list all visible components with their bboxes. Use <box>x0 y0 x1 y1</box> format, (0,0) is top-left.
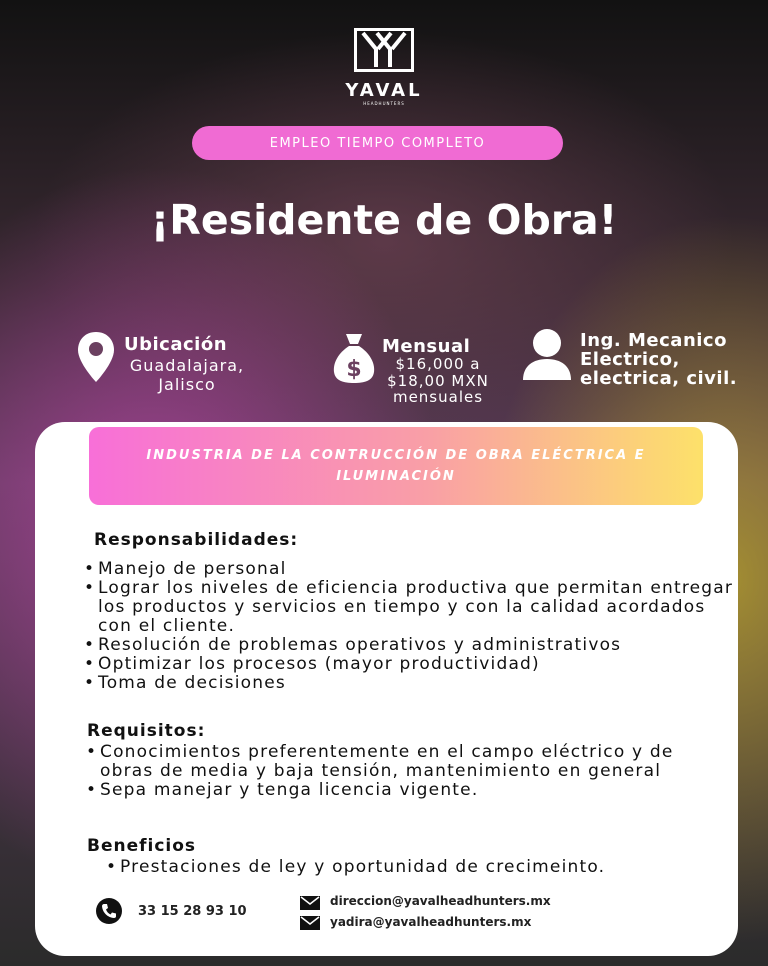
profile-line-1: Ing. Mecanico <box>580 330 727 351</box>
brand-logo <box>354 28 414 72</box>
brand-name: YAVAL <box>345 80 423 101</box>
location-state: Jalisco <box>158 375 216 394</box>
list-item: • Toma de decisiones <box>84 674 734 693</box>
email-link-1[interactable]: direccion@yavalheadhunters.mx <box>330 894 551 908</box>
email-link-2[interactable]: yadira@yavalheadhunters.mx <box>330 915 532 929</box>
location-city: Guadalajara, <box>129 356 245 375</box>
list-item: • Lograr los niveles de eficiencia productiva que permitan entregar los productos y servicios en tiempo y con la calidad acordados con el cliente. <box>84 579 734 636</box>
responsibilities-title: Responsabilidades: <box>94 530 299 550</box>
list-item: • Sepa manejar y tenga licencia vigente. <box>86 781 696 800</box>
industry-text: INDUSTRIA DE LA CONTRUCCIÓN DE OBRA ELÉCTRICA E ILUMINACIÓN <box>146 448 646 484</box>
location-pin-icon <box>77 331 115 383</box>
benefits-title: Beneficios <box>87 836 197 856</box>
brand-tagline: HEADHUNTERS <box>363 101 405 106</box>
list-item: • Optimizar los procesos (mayor productividad) <box>84 655 734 674</box>
requirements-list <box>86 743 696 800</box>
money-bag-icon <box>331 330 377 384</box>
job-type-badge: EMPLEO TIEMPO COMPLETO <box>192 126 563 160</box>
email-icon <box>300 915 320 929</box>
salary-from: $16,000 a <box>395 355 481 373</box>
phone-number[interactable]: 33 15 28 93 10 <box>138 904 247 919</box>
profile-line-3: electrica, civil. <box>580 368 738 389</box>
page-title: ¡Residente de Obra! <box>150 196 618 244</box>
email-icon <box>300 895 320 909</box>
salary-to: $18,00 MXN <box>387 372 489 390</box>
profile-line-2: Electrico, <box>580 349 680 370</box>
user-icon <box>521 328 573 382</box>
industry-banner <box>89 427 703 505</box>
responsibilities-list <box>84 560 734 693</box>
requirements-title: Requisitos: <box>87 721 206 741</box>
svg-text:$: $ <box>346 357 362 382</box>
logo-mark-icon <box>357 31 411 69</box>
list-item: • Conocimientos preferentemente en el campo eléctrico y de obras de media y baja tensión, mantenimiento en general <box>86 743 696 781</box>
phone-icon <box>95 897 123 925</box>
salary-period: mensuales <box>392 388 484 406</box>
list-item: • Manejo de personal <box>84 560 734 579</box>
list-item: • Resolución de problemas operativos y administrativos <box>84 636 734 655</box>
location-title: Ubicación <box>124 334 228 355</box>
list-item: • Prestaciones de ley y oportunidad de crecimeinto. <box>106 858 706 877</box>
salary-title: Mensual <box>382 336 471 357</box>
benefits-list <box>106 858 706 877</box>
